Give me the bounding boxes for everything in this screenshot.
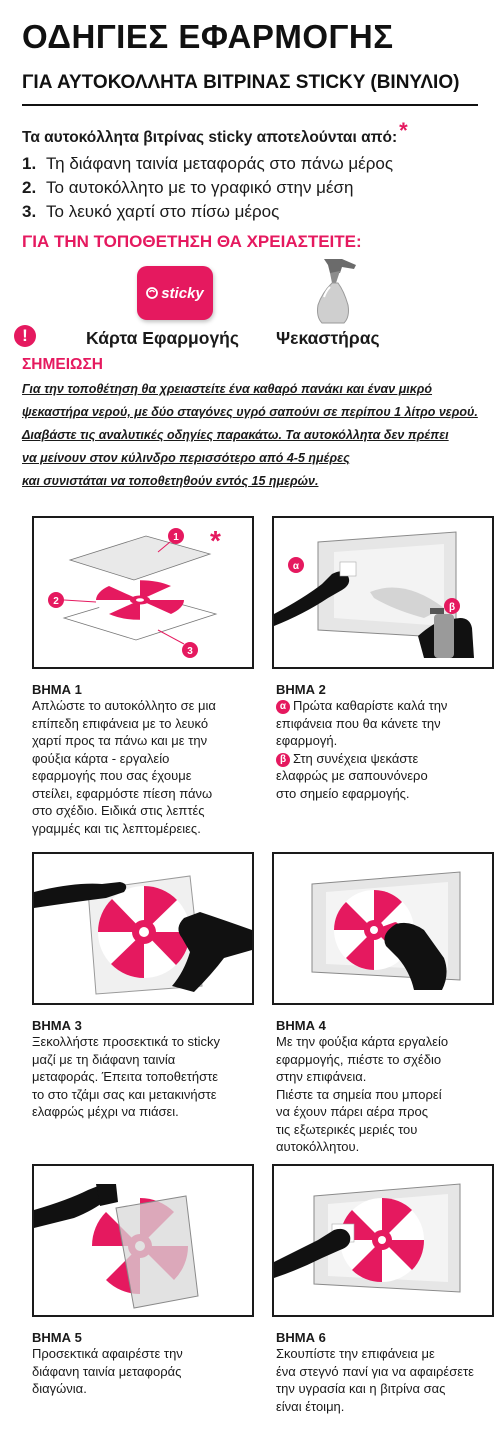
step-1-illustration: [32, 516, 254, 669]
step-line: Προσεκτικά αφαιρέστε την: [32, 1346, 183, 1361]
step-4-text: [276, 1033, 491, 1156]
step-line: φούξια κάρτα - εργαλείο: [32, 750, 170, 766]
step-line: ελαφρώς μέχρι να πιάσει.: [32, 1104, 179, 1119]
step-4-illustration: [272, 852, 494, 1005]
step-2-title: ΒΗΜΑ 2: [276, 682, 326, 697]
step-5-illustration: [32, 1164, 254, 1317]
step-line: χαρτί προς τα πάνω και με την: [32, 733, 208, 748]
spray-bottle-icon: [304, 257, 364, 325]
step-line: Ξεκολλήστε προσεκτικά το sticky: [32, 1034, 221, 1049]
step-line: επίπεδη επιφάνεια με το λευκό: [32, 715, 209, 731]
step-line: Με την φούξια κάρτα εργαλείο: [276, 1034, 449, 1049]
step-line: εφαρμογή.: [276, 733, 338, 748]
list-item: [22, 152, 393, 176]
asterisk-marker: *: [399, 118, 408, 143]
list-item: [22, 176, 393, 200]
step-line: Πιέστε τα σημεία που μπορεί: [276, 1086, 442, 1102]
list-number: 1.: [22, 154, 37, 173]
tools-heading: ΓΙΑ ΤΗΝ ΤΟΠΟΘΕΤΗΣΗ ΘΑ ΧΡΕΙΑΣΤΕΙΤΕ:: [22, 232, 362, 251]
step-line: μαζί με τη διάφανη ταινία: [32, 1051, 176, 1067]
badge-alpha: α: [276, 700, 290, 714]
page-title: ΟΔΗΓΙΕΣ ΕΦΑΡΜΟΓΗΣ: [22, 18, 394, 55]
step-line: ένα στεγνό πανί για να αφαιρέσετε: [276, 1363, 474, 1379]
list-text: Το αυτοκόλλητο με το γραφικό στην μέση: [46, 178, 354, 197]
step-line: [276, 750, 491, 768]
note-heading: ΣΗΜΕΙΩΣΗ: [22, 356, 103, 373]
title-divider: [22, 104, 478, 106]
step-6-illustration: [272, 1164, 494, 1317]
list-text: Τη διάφανη ταινία μεταφοράς στο πάνω μέρος: [46, 154, 394, 173]
sticky-logo-icon: [146, 287, 158, 299]
step-line: στείλει, εφαρμόστε πίεση πάνω: [32, 785, 213, 801]
step-line: διαγώνια.: [32, 1381, 87, 1396]
list-text: Το λευκό χαρτί στο πίσω μέρος: [46, 202, 280, 221]
step-6-text: [276, 1345, 491, 1415]
step-1-title: ΒΗΜΑ 1: [32, 682, 82, 697]
step-6-title: ΒΗΜΑ 6: [276, 1330, 326, 1345]
step-2-illustration: [272, 516, 494, 669]
step-line: [276, 697, 491, 715]
note-body: [22, 378, 482, 493]
note-line: Για την τοποθέτηση θα χρειαστείτε ένα καθαρό πανάκι και έναν μικρό: [22, 382, 433, 396]
step-line: να έχουν πάρει αέρα προς: [276, 1104, 429, 1119]
step-line: μεταφοράς. Έπειτα τοποθετήστε: [32, 1069, 219, 1084]
note-line: να μείνουν στον κύλινδρο περισσότερο από 4-5 ημέρες: [22, 451, 350, 465]
note-line: ψεκαστήρα νερού, με δύο σταγόνες υγρό σαπούνι σε περίπου 1 λίτρο νερού.: [22, 405, 478, 419]
parts-list: [22, 152, 393, 224]
step-line: επιφάνεια που θα κάνετε την: [276, 715, 441, 731]
asterisk-marker: *: [210, 525, 221, 556]
step-line: την υγρασία και η βιτρίνα σας: [276, 1381, 446, 1396]
list-item: [22, 200, 393, 224]
card-logo-text: sticky: [161, 284, 204, 302]
step-3-illustration: [32, 852, 254, 1005]
page-subtitle: ΓΙΑ ΑΥΤΟΚΟΛΛΗΤΑ ΒΙΤΡΙΝΑΣ STICKY (ΒΙΝΥΛΙΟ): [22, 72, 460, 93]
badge-alpha: α: [292, 561, 300, 572]
badge-beta: β: [276, 753, 290, 767]
application-card-image: [137, 266, 213, 320]
step-line: Απλώστε το αυτοκόλλητο σε μια: [32, 698, 216, 713]
step-line: εφαρμογής που σας έχουμε: [32, 768, 192, 783]
spray-label: Ψεκαστήρας: [276, 328, 380, 348]
callout-2: 2: [53, 596, 59, 607]
step-line: το στο τζάμι σας και μετακινήστε: [32, 1086, 217, 1102]
step-3-text: [32, 1033, 247, 1121]
step-5-text: [32, 1345, 247, 1398]
step-line: αυτοκόλλητου.: [276, 1139, 360, 1154]
step-line: στο σχέδιο. Ειδικά στις λεπτές: [32, 803, 205, 818]
step-5-title: ΒΗΜΑ 5: [32, 1330, 82, 1345]
intro-label: Τα αυτοκόλλητα βιτρίνας sticky αποτελούνται από:: [22, 129, 398, 146]
badge-beta: β: [448, 602, 456, 613]
note-line: Διαβάστε τις αναλυτικές οδηγίες παρακάτω. Τα αυτοκόλλητα δεν πρέπει: [22, 428, 449, 442]
step-line: τις εξωτερικές μεριές του: [276, 1121, 418, 1137]
step-line-text: Στη συνέχεια ψεκάστε: [293, 750, 419, 766]
note-line: και συνιστάται να τοποθετηθούν εντός 15 ημερών.: [22, 474, 319, 488]
warning-icon: !: [14, 325, 36, 347]
step-1-text: [32, 697, 247, 837]
step-line: στην επιφάνεια.: [276, 1069, 367, 1084]
step-line: ελαφρώς με σαπουνόνερο: [276, 768, 428, 783]
step-line: εφαρμογής, πιέστε το σχέδιο: [276, 1051, 442, 1067]
list-number: 3.: [22, 202, 37, 221]
step-line: γραμμές και τις λεπτομέρειες.: [32, 820, 201, 836]
step-2-text: [276, 697, 491, 802]
intro-text: [22, 118, 408, 148]
step-line-text: Πρώτα καθαρίστε καλά την: [293, 698, 448, 713]
card-label: Κάρτα Εφαρμογής: [86, 328, 239, 348]
step-4-title: ΒΗΜΑ 4: [276, 1018, 326, 1033]
step-line: Σκουπίστε την επιφάνεια με: [276, 1346, 435, 1361]
step-line: διάφανη ταινία μεταφοράς: [32, 1363, 182, 1379]
callout-3: 3: [187, 646, 193, 657]
list-number: 2.: [22, 178, 37, 197]
step-3-title: ΒΗΜΑ 3: [32, 1018, 82, 1033]
callout-1: 1: [173, 532, 179, 543]
step-line: στο σημείο εφαρμογής.: [276, 785, 410, 801]
step-line: είναι έτοιμη.: [276, 1398, 345, 1414]
